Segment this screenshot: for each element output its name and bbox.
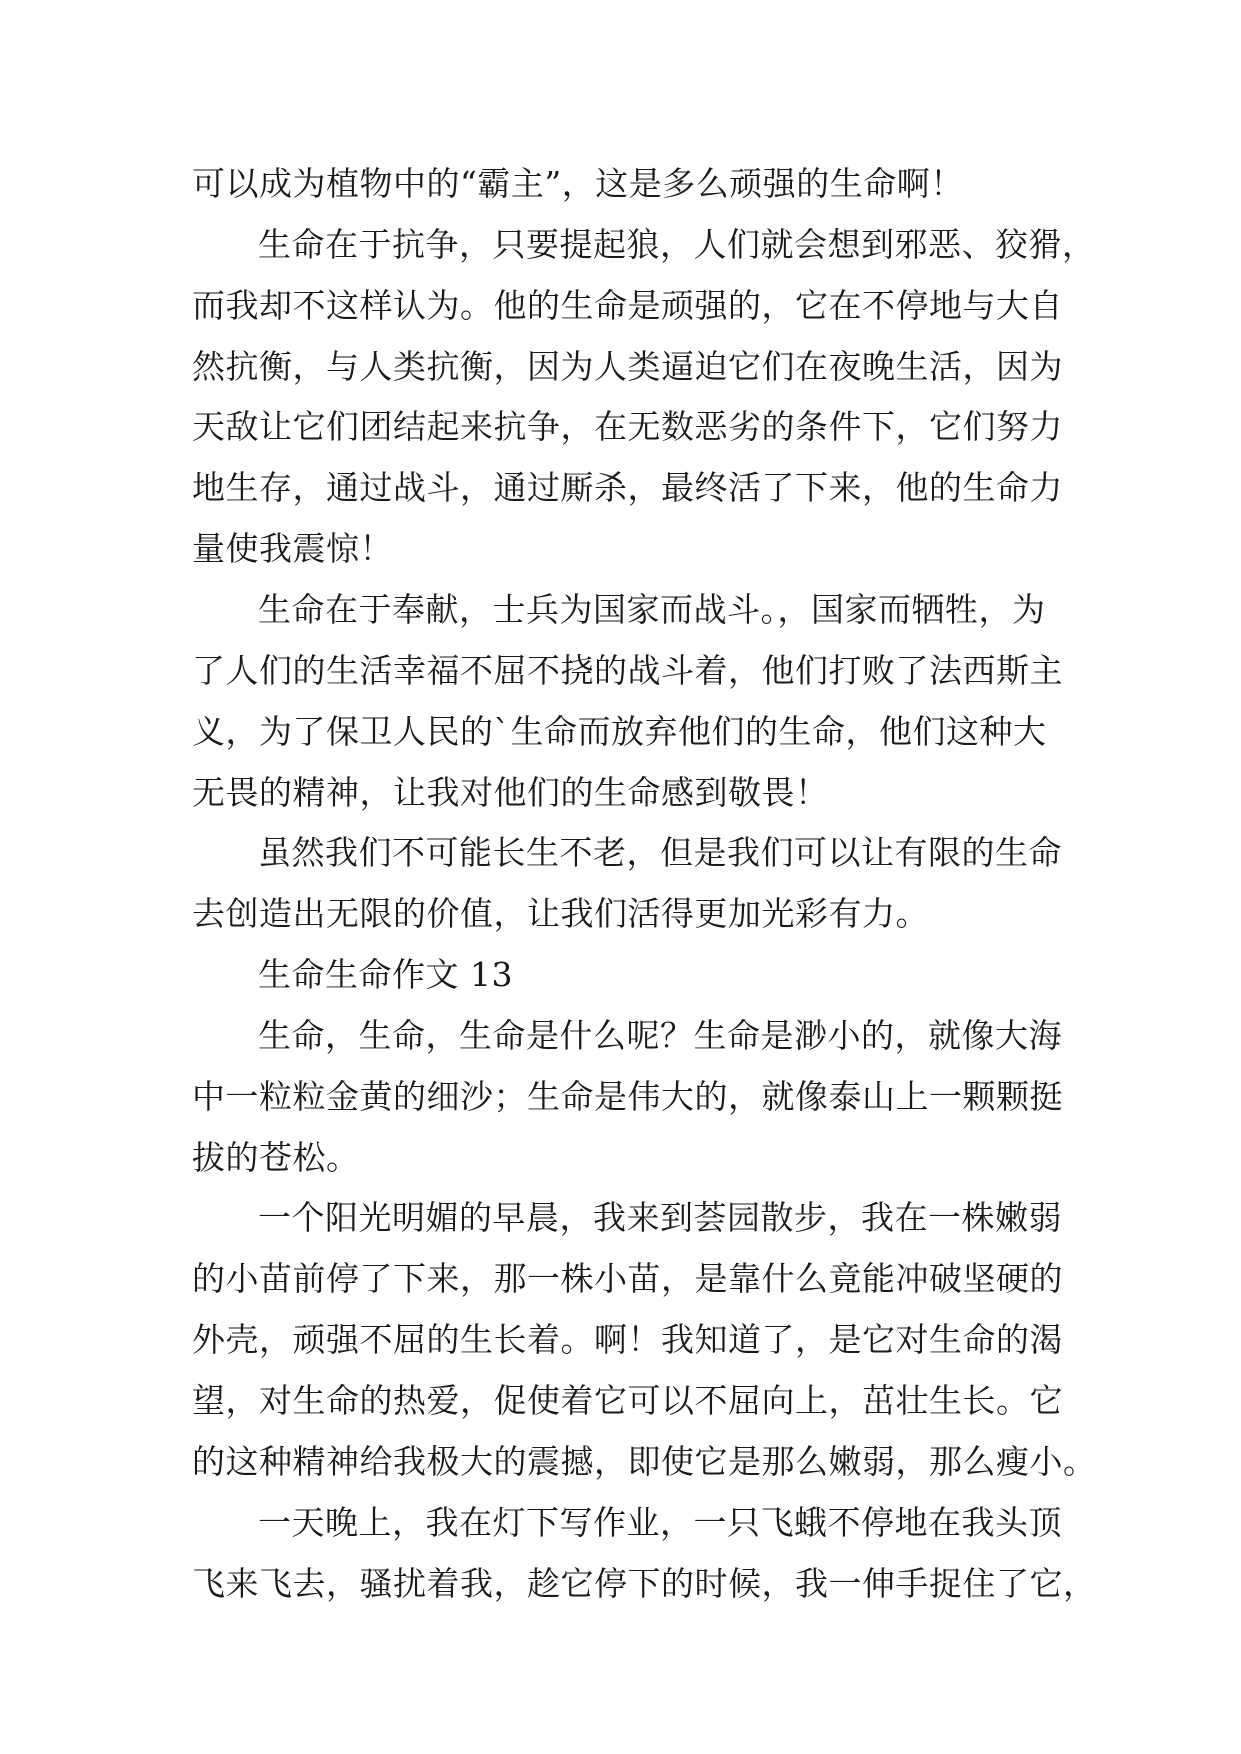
text-line: 飞来飞去，骚扰着我，趁它停下的时候，我一伸手捉住了它，: [192, 1564, 1097, 1603]
text-line: 然抗衡，与人类抗衡，因为人类逼迫它们在夜晚生活，因为: [192, 347, 1063, 386]
text-line: 义，为了保卫人民的`生命而放弃他们的生命，他们这种大: [192, 712, 1047, 751]
text-line: 的小苗前停了下来，那一株小苗，是靠什么竟能冲破坚硬的: [192, 1259, 1063, 1298]
section-heading: 生命生命作文 13: [258, 955, 513, 994]
text-line: 外壳，顽强不屈的生长着。啊！我知道了，是它对生命的渴: [192, 1320, 1063, 1359]
text-line: 可以成为植物中的“霸主”，这是多么顽强的生命啊！: [192, 164, 964, 203]
text-line: 望，对生命的热爱，促使着它可以不屈向上，茁壮生长。它: [192, 1381, 1063, 1420]
text-line: 中一粒粒金黄的细沙；生命是伟大的，就像泰山上一颗颗挺: [192, 1077, 1063, 1116]
text-line: 无畏的精神，让我对他们的生命感到敬畏！: [192, 773, 829, 812]
text-line: 量使我震惊！: [192, 529, 393, 568]
text-line: 地生存，通过战斗，通过厮杀，最终活了下来，他的生命力: [192, 468, 1063, 507]
paragraph-start-line: 生命，生命，生命是什么呢？生命是渺小的，就像大海: [258, 1016, 1062, 1055]
paragraph-start-line: 生命在于奉献，士兵为国家而战斗。，国家而牺牲，为: [258, 590, 1046, 629]
text-line: 去创造出无限的价值，让我们活得更加光彩有力。: [192, 894, 929, 933]
text-line: 天敌让它们团结起来抗争，在无数恶劣的条件下，它们努力: [192, 407, 1063, 446]
text-line: 的这种精神给我极大的震撼，即使它是那么嫩弱，那么瘦小。: [192, 1442, 1097, 1481]
paragraph-start-line: 生命在于抗争，只要提起狼，人们就会想到邪恶、狡猾，: [258, 225, 1096, 264]
text-line: 而我却不这样认为。他的生命是顽强的，它在不停地与大自: [192, 286, 1063, 325]
paragraph-start-line: 一个阳光明媚的早晨，我来到荟园散步，我在一株嫩弱: [258, 1198, 1062, 1237]
paragraph-start-line: 虽然我们不可能长生不老，但是我们可以让有限的生命: [258, 833, 1062, 872]
paragraph-start-line: 一天晚上，我在灯下写作业，一只飞蛾不停地在我头顶: [258, 1503, 1062, 1542]
text-line: 拔的苍松。: [192, 1138, 360, 1177]
text-line: 了人们的生活幸福不屈不挠的战斗着，他们打败了法西斯主: [192, 651, 1063, 690]
